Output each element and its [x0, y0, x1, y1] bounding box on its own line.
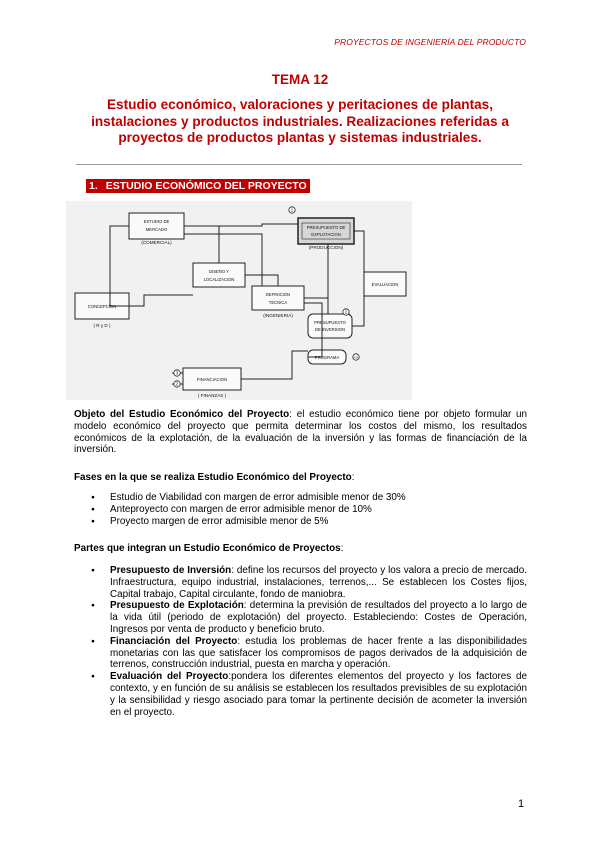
- marker-3: 3: [175, 370, 179, 376]
- definicion-label: TECNICA: [268, 300, 288, 305]
- flow-diagram-svg: [66, 201, 412, 400]
- estudio-mercado-label: MERCADO: [145, 227, 168, 232]
- section-heading: [86, 179, 310, 193]
- fases-heading: [74, 472, 527, 484]
- page-number: 1: [518, 798, 525, 810]
- presupuesto-inversion-label: DE INVERSION: [314, 327, 346, 332]
- marker-plus3: +3: [353, 354, 358, 360]
- fases-heading-suffix: :: [351, 472, 355, 483]
- list-item: [74, 636, 527, 671]
- list-item: [74, 600, 527, 635]
- horizontal-divider: [76, 164, 522, 165]
- parte-label: Evaluación del Proyecto: [110, 671, 229, 683]
- definicion-label: DEFINICION: [265, 292, 291, 297]
- parte-label: Presupuesto de Explotación: [110, 600, 244, 612]
- title-line: proyectos de productos plantas y sistemas industriales.: [118, 130, 482, 145]
- parte-text: : define los recursos del proyecto y los valora a precio de mercado. Infraestructura, equipo industrial, instalaciones, terrenos,... Se establecen los Costes fijos, Capital trabajo, Capital circulante, fondo de maniobra.: [110, 565, 527, 600]
- fases-list: [74, 492, 527, 527]
- section-title: ESTUDIO ECONÓMICO DEL PROYECTO: [105, 180, 307, 192]
- title-line: Estudio económico, valoraciones y peritaciones de plantas,: [106, 97, 494, 112]
- programa-label: PROGRAMA: [314, 355, 340, 360]
- marker-2: 2: [344, 309, 348, 315]
- objeto-text: : el estudio económico tiene por objeto formular un modelo económico del proyecto que permita determinar los costos del mismo, los resultados económicos de la explotación, de la evaluación de la inversión y las formas de financiación de la inversión.: [74, 409, 527, 456]
- tema-heading: TEMA 12: [271, 72, 329, 87]
- parte-label: Financiación del Proyecto: [110, 635, 238, 647]
- ryd-label: ( R y D ): [93, 323, 111, 328]
- list-item: ● Estudio de Viabilidad con margen de error admisible menor de 30%: [74, 492, 527, 504]
- partes-list: [74, 565, 527, 718]
- ingenieria-label: (INGENIERIA): [263, 313, 293, 318]
- marker-1: 1: [290, 207, 294, 213]
- diseno-box: [193, 263, 245, 287]
- estudio-mercado-box: [129, 213, 184, 239]
- diseno-label: DISEÑO Y: [209, 269, 229, 274]
- partes-heading-suffix: :: [340, 543, 344, 554]
- presupuesto-inversion-label: PRESUPUESTO: [314, 320, 346, 325]
- fases-heading-text: Fases en la que se realiza Estudio Económico del Proyecto: [74, 472, 352, 483]
- evaluacion-label: EVALUACION: [371, 282, 399, 287]
- list-item: [74, 565, 527, 600]
- list-item: [74, 671, 527, 718]
- parte-text: : determina la previsión de resultados del proyecto a lo largo de la vida útil (periodo de explotación) del proyecto. Estableciendo: Costes de Operación, Ingresos por venta de producto y beneficio bruto.: [110, 600, 528, 635]
- project-flow-diagram: [66, 201, 412, 400]
- comercial-label: (COMERCIAL): [141, 240, 172, 245]
- objeto-paragraph: [74, 409, 527, 456]
- partes-heading-text: Partes que integran un Estudio Económico de Proyectos: [74, 543, 341, 554]
- running-header: PROYECTOS DE INGENIERÍA DEL PRODUCTO: [334, 37, 526, 47]
- diseno-label: LOCALIZACION: [203, 277, 235, 282]
- parte-label: Presupuesto de Inversión: [110, 565, 232, 576]
- marker-2b: 2: [175, 381, 179, 387]
- finanzas-label: ( FINANZAS ): [197, 393, 227, 398]
- presupuesto-explotacion-box: [298, 218, 354, 244]
- list-item: ● Anteproyecto con margen de error admisible menor de 10%: [74, 504, 527, 516]
- presupuesto-inversion-box: [308, 314, 352, 338]
- estudio-mercado-label: ESTUDIO DE: [143, 219, 170, 224]
- financiacion-label: FINANCIACION: [196, 377, 228, 382]
- list-item: ● Proyecto margen de error admisible menor de 5%: [74, 516, 527, 528]
- title-line: instalaciones y productos industriales. Realizaciones referidas a: [91, 113, 509, 129]
- definicion-box: [252, 286, 304, 310]
- main-title: [70, 97, 530, 147]
- presupuesto-explotacion-label: PRESUPUESTO DE: [306, 225, 346, 230]
- objeto-label: Objeto del Estudio Económico del Proyecto: [74, 409, 290, 420]
- concepcion-label: CONCEPCION: [87, 304, 117, 309]
- parte-text: :pondera los diferentes elementos del proyecto y los factores de contexto, y en función de su análisis se establecen los resultados previsibles de su explotación y la sensibilidad y riesgo asociado para tomar la pertinente decisión de acometer la inversión en el proyecto.: [110, 671, 528, 718]
- produccion-label: (PRODUCCION): [308, 245, 344, 250]
- parte-text: : estudia los problemas de hacer frente a las disponibilidades monetarias con las que satisfacer los compromisos de pagos derivados de la adquisición de terrenos, construcción industrial, puesta en marcha y operación.: [110, 635, 527, 671]
- partes-heading: [74, 543, 527, 555]
- section-number: 1.: [89, 180, 98, 192]
- presupuesto-explotacion-label: EXPLOTACION: [311, 232, 341, 237]
